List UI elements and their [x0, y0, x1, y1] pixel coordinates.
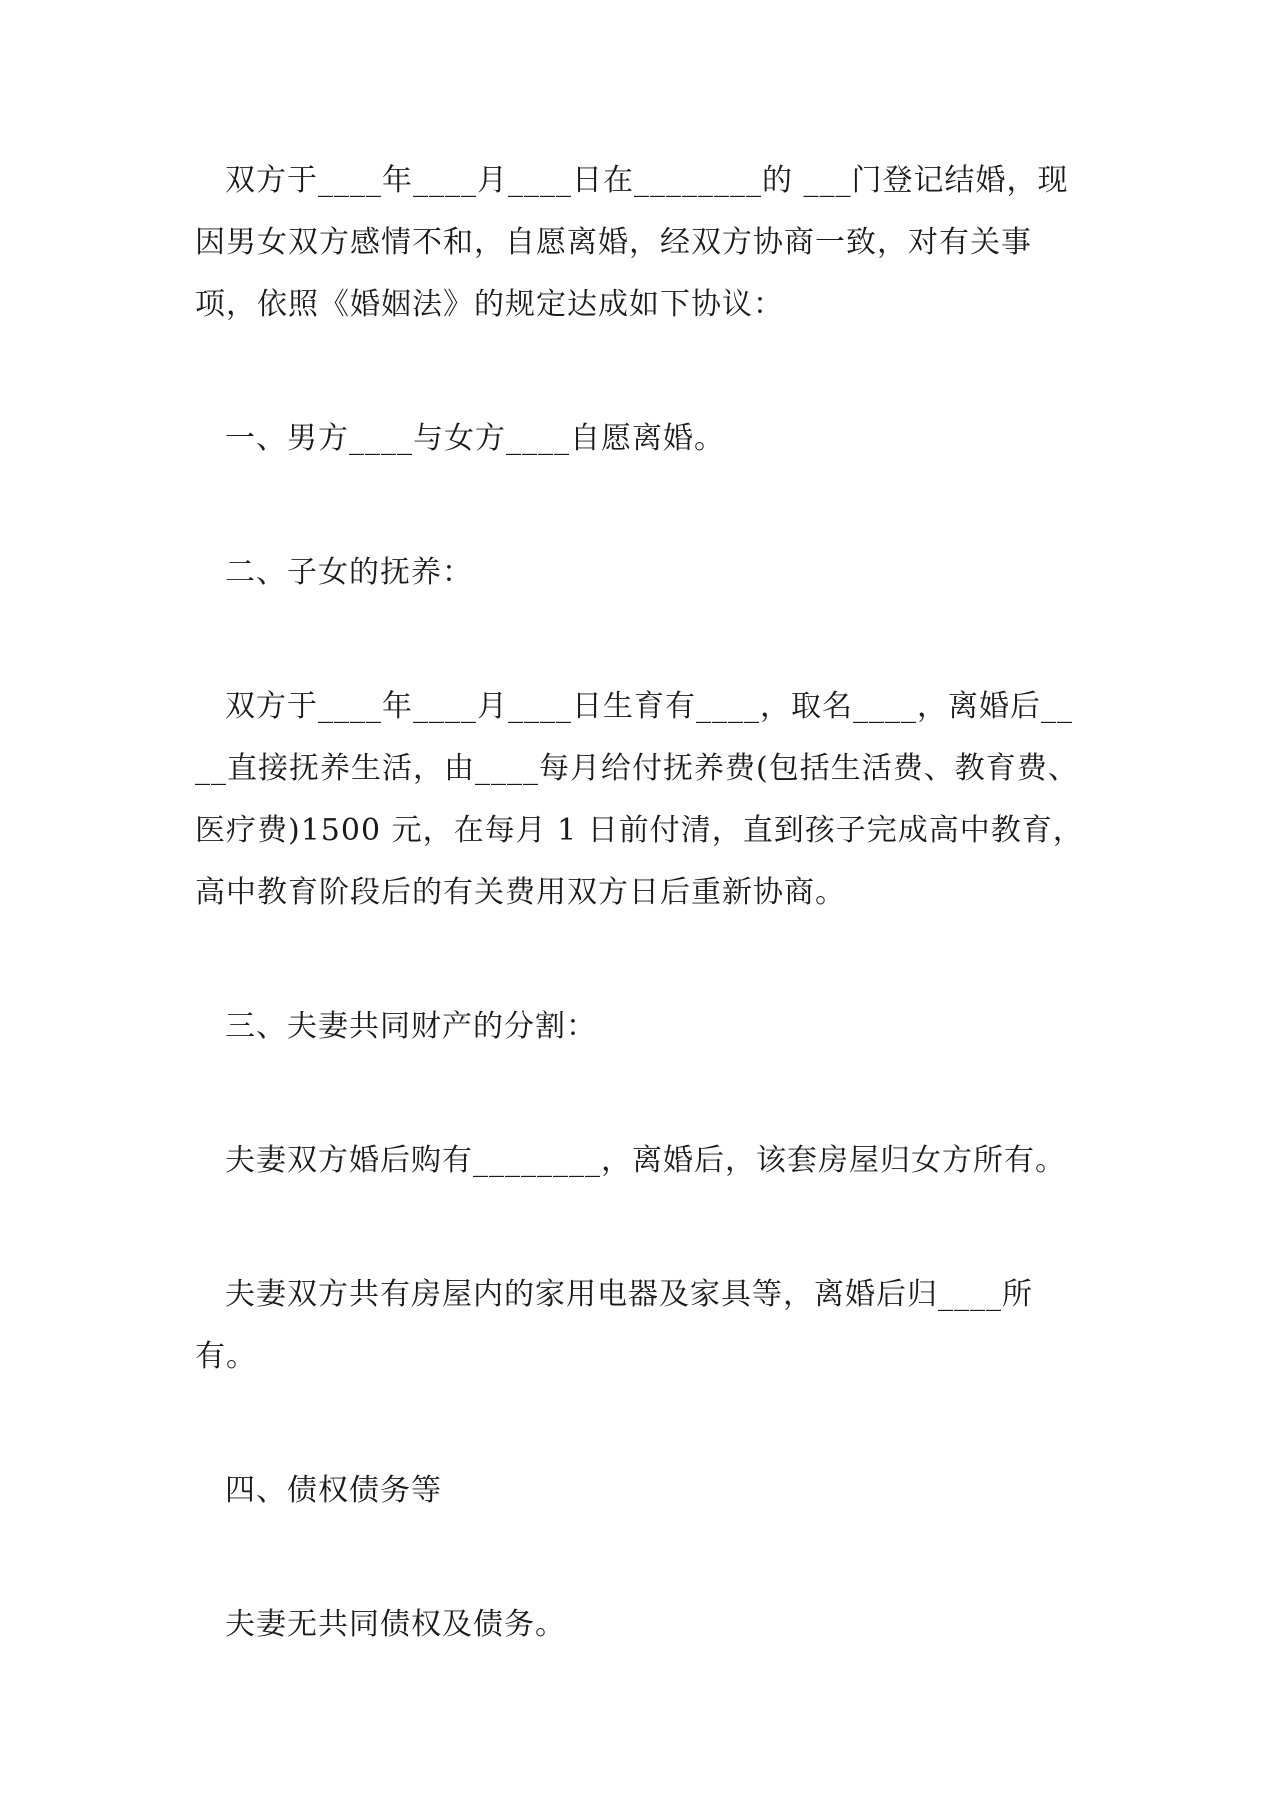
spacer	[195, 336, 1085, 408]
spacer	[195, 1058, 1085, 1130]
spacer	[195, 470, 1085, 542]
debts-paragraph: 夫妻无共同债权及债务。	[225, 1607, 566, 1642]
spacer	[195, 924, 1085, 996]
clause-one-divorce: 一、男方____与女方____自愿离婚。	[225, 421, 725, 456]
spacer	[195, 1388, 1085, 1460]
appliances-paragraph: 夫妻双方共有房屋内的家用电器及家具等，离婚后归____所有。	[195, 1277, 1033, 1374]
house-ownership-paragraph: 夫妻双方婚后购有________，离婚后，该套房屋归女方所有。	[225, 1143, 1066, 1178]
marriage-registration-paragraph: 双方于____年____月____日在________的 ___门登记结婚，现因男女双方感情不和，自愿离婚，经双方协商一致，对有关事项，依照《婚姻法》的规定达成如下协议：	[195, 163, 1069, 322]
clause-four-heading: 四、债权债务等	[225, 1473, 442, 1508]
child-support-paragraph: 双方于____年____月____日生育有____，取名____，离婚后____直接抚养生活，由____每月给付抚养费(包括生活费、教育费、医疗费)1500 元，在每月 1 日前付清，直到孩子完成高中教育，高中教育阶段后的有关费用双方日后重新协商。	[195, 689, 1084, 910]
clause-two-heading: 二、子女的抚养：	[225, 555, 473, 590]
spacer	[195, 1522, 1085, 1594]
spacer	[195, 604, 1085, 676]
clause-three-heading: 三、夫妻共同财产的分割：	[225, 1009, 597, 1044]
document-page	[195, 150, 1085, 1656]
spacer	[195, 1192, 1085, 1264]
